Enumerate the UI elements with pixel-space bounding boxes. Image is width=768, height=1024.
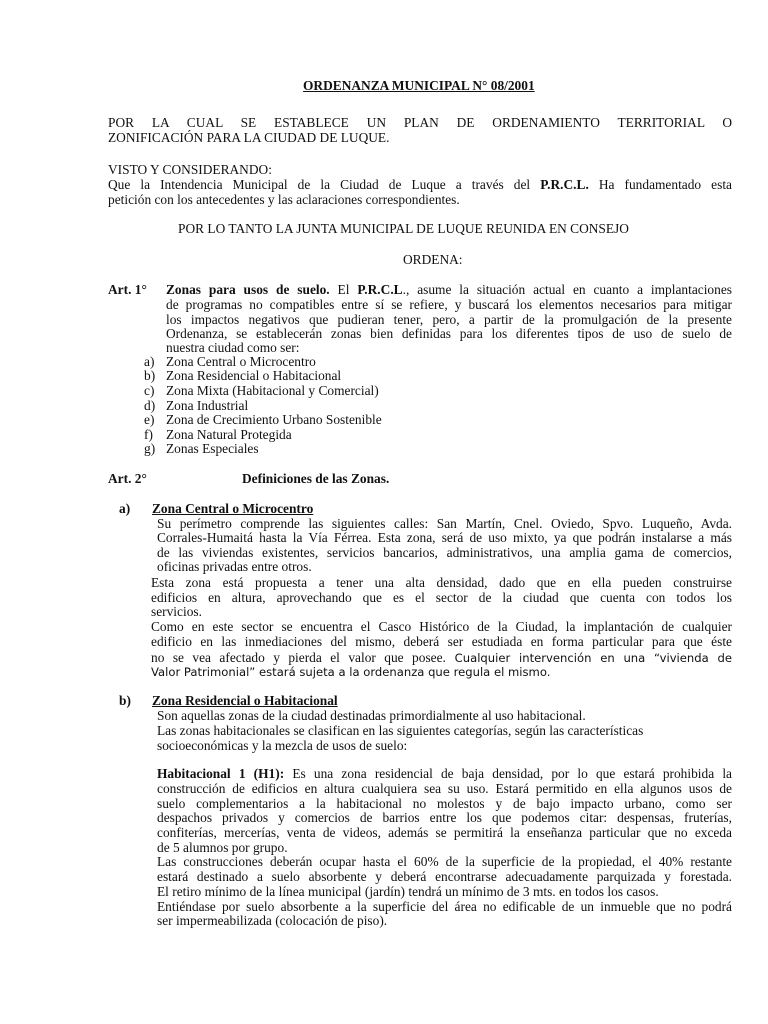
section-b-heading: Zona Residencial o Habitacional [152, 693, 338, 708]
visto-heading: VISTO Y CONSIDERANDO: [108, 162, 272, 177]
art1-label: Art. 1° [108, 282, 147, 297]
art1-line: de programas no compatibles entre sí se refiere, y buscará los elementos necesarios para mitigar [166, 297, 732, 312]
h1-line-1 [157, 766, 732, 781]
h1-line: construcción de edificios en altura cualquiera sea su uso. Estará permitido en ella algunos usos de [157, 781, 732, 796]
art1-line: Ordenanza, se establecerán zonas bien definidas para los diferentes tipos de uso de suelo de [166, 326, 732, 341]
section-a-line: Como en este sector se encuentra el Casco Histórico de la Ciudad, la implantación de cualquier [151, 619, 732, 634]
section-b-line: socioeconómicas y la mezcla de usos de suelo: [157, 738, 408, 753]
zone-item: Zona Central o Microcentro [166, 354, 316, 369]
zone-item: Zona de Crecimiento Urbano Sostenible [166, 412, 382, 427]
section-a-line: edificio en las inmediaciones del mismo, deberá ser estudiada en forma particular para que éste [151, 634, 732, 649]
section-b-line: Son aquellas zonas de la ciudad destinadas primordialmente al uso habitacional. [157, 708, 586, 723]
art1-text: El [329, 282, 358, 297]
art1-heading: Zonas para usos de suelo. [166, 282, 330, 297]
h1-line: El retiro mínimo de la línea municipal (jardín) tendrá un mínimo de 3 mts. en todos los casos. [157, 884, 659, 899]
subtitle-line-1: POR LA CUAL SE ESTABLECE UN PLAN DE ORDENAMIENTO TERRITORIAL O [108, 115, 732, 130]
section-a-line: Valor Patrimonial” estará sujeta a la ordenanza que regula el mismo. [151, 665, 551, 679]
section-a-line: Corrales-Humaitá hasta la Vía Férrea. Esta zona, será de uso mixto, ya que podrán instalarse a más [157, 530, 732, 545]
section-a-line: Esta zona está propuesta a tener una alta densidad, dado que en ella pueden construirse [151, 575, 732, 590]
zone-item: Zona Industrial [166, 398, 249, 413]
section-a-line: servicios. [151, 604, 202, 619]
prcl-bold: P.R.C.L [357, 282, 403, 297]
zone-letter: e) [144, 412, 155, 427]
h1-line: Las construcciones deberán ocupar hasta el 60% de la superficie de la propiedad, el 40% restante [157, 854, 732, 869]
art2-heading: Definiciones de las Zonas. [242, 471, 390, 486]
zone-letter: b) [144, 368, 156, 383]
zone-letter: f) [144, 427, 153, 442]
subtitle-line-2: ZONIFICACIÓN PARA LA CIUDAD DE LUQUE. [108, 130, 390, 145]
zone-letter: c) [144, 383, 155, 398]
visto-line-2: petición con los antecedentes y las aclaraciones correspondientes. [108, 192, 460, 207]
art1-text: ., asume la situación actual en cuanto a implantaciones [402, 282, 732, 297]
zone-letter: g) [144, 441, 156, 456]
zone-item: Zona Residencial o Habitacional [166, 368, 342, 383]
zone-item: Zona Natural Protegida [166, 427, 292, 442]
section-a-text: no se vea afectado y pierda el valor que posee. [151, 650, 446, 665]
prcl-bold: P.R.C.L. [540, 177, 589, 192]
document-title: ORDENANZA MUNICIPAL N° 08/2001 [303, 78, 535, 93]
ordena: ORDENA: [403, 252, 463, 267]
section-a-line: oficinas privadas entre otros. [157, 559, 312, 574]
zone-item: Zona Mixta (Habitacional y Comercial) [166, 383, 379, 398]
visto-text: Ha fundamentado esta [588, 177, 732, 192]
art2-label: Art. 2° [108, 471, 147, 486]
section-a-text-sans: Cualquier intervención en una “vivienda de [445, 651, 732, 665]
art1-line: los impactos negativos que pudieran tener, pero, a partir de la promulgación de la presente [166, 312, 732, 327]
h1-label: Habitacional 1 (H1): [157, 766, 285, 781]
h1-line: Entiéndase por suelo absorbente a la superficie del área no edificable de un inmueble que no podrá [157, 899, 732, 914]
art1-line-1 [166, 282, 732, 297]
por-lo-tanto: POR LO TANTO LA JUNTA MUNICIPAL DE LUQUE REUNIDA EN CONSEJO [178, 221, 629, 236]
section-b-line: Las zonas habitacionales se clasifican en las siguientes categorías, según las características [157, 723, 644, 738]
art1-line: nuestra ciudad como ser: [166, 340, 300, 355]
section-b-letter: b) [119, 693, 131, 708]
h1-line: despachos privados y comercios de barrios entre los que podemos citar: despensas, fruterías, [157, 810, 732, 825]
visto-text: Que la Intendencia Municipal de la Ciudad de Luque a través del [108, 177, 541, 192]
h1-line: suelo complementarios a la habitacional no molestos y de bajo impacto urbano, como ser [157, 796, 732, 811]
section-a-line: de las viviendas existentes, servicios bancarios, administrativos, una amplia gama de comercios, [157, 545, 732, 560]
section-a-heading: Zona Central o Microcentro [152, 501, 314, 516]
h1-line: ser impermeabilizada (colocación de piso). [157, 913, 388, 928]
section-a-line: edificios en altura, aprovechando que es el sector de la ciudad que cuenta con todos los [151, 590, 732, 605]
h1-text: Es una zona residencial de baja densidad, por lo que estará prohibida la [284, 766, 732, 781]
h1-line: de 5 alumnos por grupo. [157, 840, 288, 855]
zone-letter: a) [144, 354, 155, 369]
zone-letter: d) [144, 398, 156, 413]
h1-line: estará destinado a suelo absorbente y deberá encontrarse adecuadamente parquizada y forestada. [157, 869, 732, 884]
visto-line-1 [108, 177, 732, 192]
h1-line: confiterías, mercerías, venta de videos, además se permitirá la enseñanza particular que no exceda [157, 825, 732, 840]
zone-item: Zonas Especiales [166, 441, 259, 456]
section-a-line [151, 650, 732, 666]
section-a-line: Su perímetro comprende las siguientes calles: San Martín, Cnel. Oviedo, Spvo. Luqueño, Avda. [157, 516, 732, 531]
section-a-letter: a) [119, 501, 131, 516]
